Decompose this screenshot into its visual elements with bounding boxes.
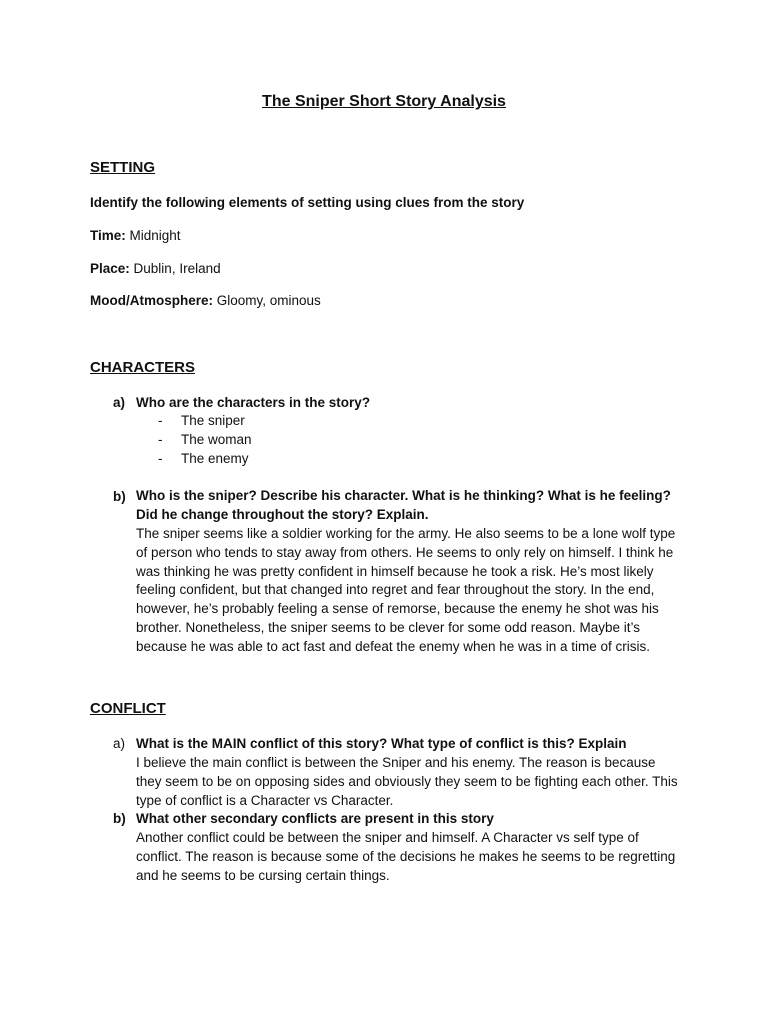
place-label: Place: xyxy=(90,261,130,276)
place-value: Dublin, Ireland xyxy=(133,261,221,276)
list-item: The enemy xyxy=(181,451,249,466)
conflict-heading: CONFLICT xyxy=(90,700,166,717)
setting-heading: SETTING xyxy=(90,159,156,176)
list-dash: - xyxy=(158,451,163,466)
mood-value: Gloomy, ominous xyxy=(216,293,321,308)
list-dash: - xyxy=(158,432,163,447)
conflict-answer-a: I believe the main conflict is between the Sniper and his enemy. The reason is because they seem to be on opposing sides and obviously they seem to be fighting each other. This type of conflict is a Character vs Character. xyxy=(136,755,678,808)
characters-answer-b: The sniper seems like a soldier working for the army. He also seems to be a lone wolf type of person who tends to stay away from others. He seems to only rely on himself. I think he was thinking he was pretty confident in himself because he took a risk. He’s most likely feeling confident, but that changed into regret and fear throughout the story. In the end, however, he’s probably feeling a sense of remorse, because the enemy he shot was his brother. Nonetheless, the sniper seems to be clever for some odd reason. Maybe it’s because he was able to act fast and defeat the enemy when he was in a time of crisis. xyxy=(136,526,676,654)
characters-question-a-label: a) xyxy=(113,395,126,410)
characters-question-a: Who are the characters in the story? xyxy=(136,395,371,410)
mood-label: Mood/Atmosphere: xyxy=(90,293,213,308)
conflict-question-b-label: b) xyxy=(113,811,126,826)
time-label: Time: xyxy=(90,228,126,243)
list-item: The sniper xyxy=(181,413,245,428)
setting-place xyxy=(90,261,221,276)
conflict-question-a: What is the MAIN conflict of this story? What type of conflict is this? Explain xyxy=(136,736,627,751)
time-value: Midnight xyxy=(129,228,181,243)
characters-heading: CHARACTERS xyxy=(90,359,195,376)
characters-question-b: Who is the sniper? Describe his character. What is he thinking? What is he feeling? Did he change throughout the story? Explain. xyxy=(136,488,671,522)
setting-time xyxy=(90,228,181,243)
page-title: The Sniper Short Story Analysis xyxy=(262,93,506,110)
conflict-question-b: What other secondary conflicts are present in this story xyxy=(136,811,494,826)
conflict-question-a-label: a) xyxy=(113,736,126,751)
conflict-answer-b: Another conflict could be between the sniper and himself. A Character vs self type of conflict. The reason is because some of the decisions he makes he seems to be regretting and he seems to be cursing certain things. xyxy=(136,830,676,883)
setting-instruction: Identify the following elements of setting using clues from the story xyxy=(90,195,525,210)
list-dash: - xyxy=(158,413,163,428)
list-item: The woman xyxy=(181,432,252,447)
setting-mood xyxy=(90,293,321,308)
characters-question-b-label: b) xyxy=(113,489,126,504)
